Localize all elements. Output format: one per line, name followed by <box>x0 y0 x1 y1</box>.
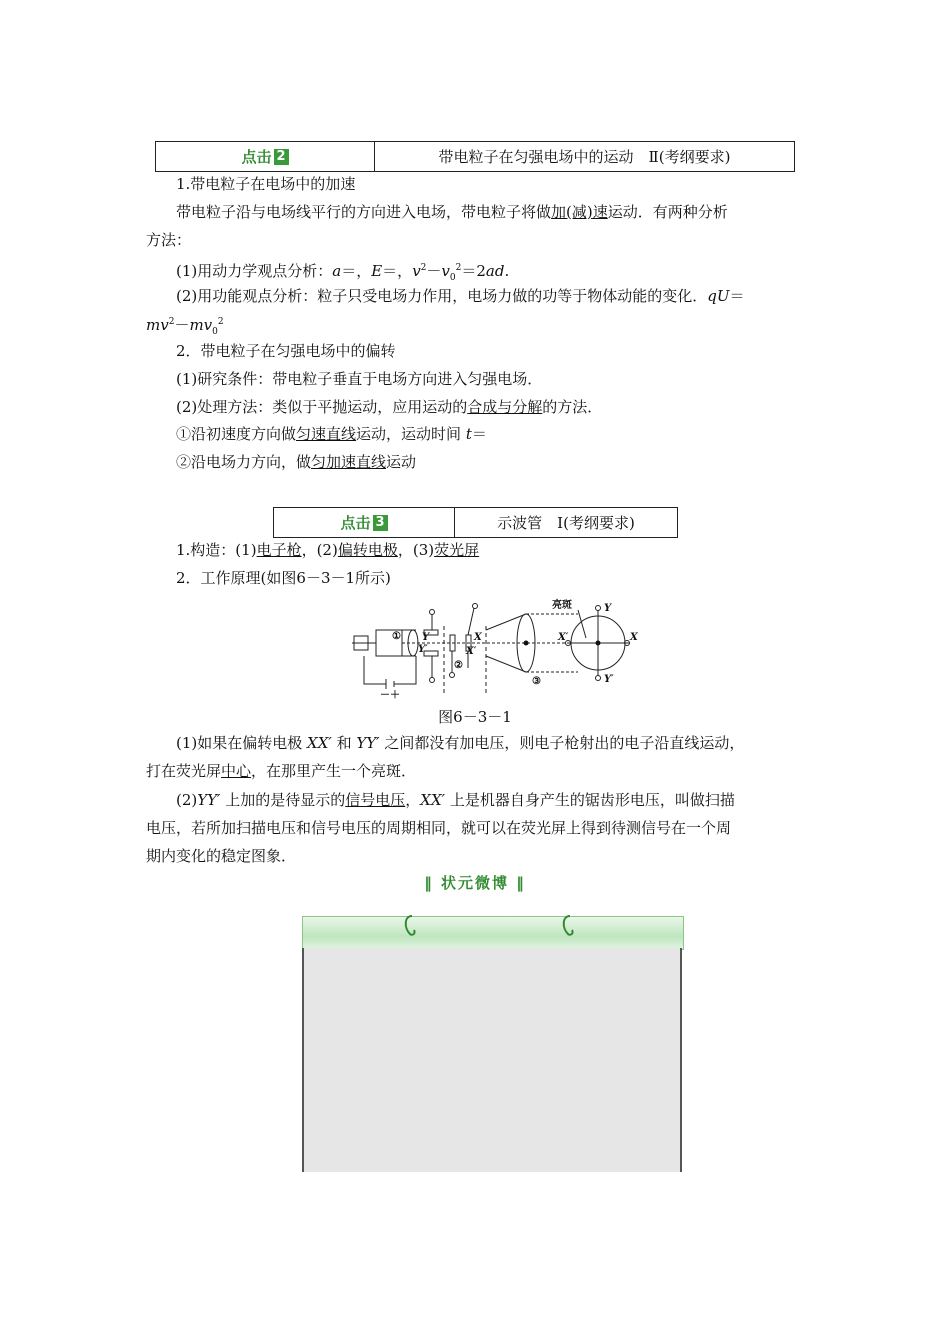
label-3: ③ <box>532 676 541 687</box>
click-badge: 点击 3 <box>340 512 387 533</box>
label-Yp-screen: Y′ <box>604 674 614 685</box>
label-2: ② <box>454 660 463 671</box>
label-minus: － <box>380 690 390 700</box>
section-header-2 <box>155 141 795 172</box>
note-board-panel <box>302 948 682 1172</box>
label-Xp-screen: X′ <box>558 632 569 643</box>
ring-icon <box>402 912 422 940</box>
label-Xp-plate: X′ <box>466 646 477 657</box>
label-1: ① <box>392 631 401 642</box>
field-force-line: ②沿电场力方向，做匀加速直线运动 <box>176 453 417 471</box>
section-badge-cell <box>156 142 375 171</box>
method-energy-cont: $mv^2-mv_0^2$ <box>146 316 224 337</box>
paragraph-acceleration: 带电粒子沿与电场线平行的方向进入电场，带电粒子将做加(减)速运动．有两种分析 <box>176 203 728 221</box>
oscilloscope-figure <box>346 598 646 700</box>
badge-number: 2 <box>274 149 289 165</box>
heading-acceleration: 1.带电粒子在电场中的加速 <box>176 175 356 193</box>
ring-icon <box>560 912 580 940</box>
badge-number: 3 <box>373 515 388 531</box>
principle-line: 2．工作原理(如图6－3－1所示) <box>176 569 391 587</box>
bright-spot-dot <box>524 641 529 646</box>
initial-velocity-line: ①沿初速度方向做匀速直线运动，运动时间 t＝ <box>176 425 487 443</box>
click-badge: 点击 2 <box>241 146 288 167</box>
label-X-screen: X <box>630 632 638 643</box>
label-plus: ＋ <box>390 690 400 700</box>
method-line: (2)处理方法：类似于平抛运动，应用运动的合成与分解的方法． <box>176 398 603 416</box>
heading-deflection: 2．带电粒子在匀强电场中的偏转 <box>176 342 396 360</box>
section-header-3 <box>273 507 678 538</box>
label-Y-plate: Y <box>422 632 430 643</box>
principle-paragraph-1-cont: 打在荧光屏中心，在那里产生一个亮斑． <box>146 762 417 780</box>
label-bright-spot: 亮斑 <box>552 600 572 611</box>
label-X-plate: X <box>474 632 482 643</box>
label-Y-screen: Y <box>604 603 612 614</box>
figure-caption: 图6－3－1 <box>438 708 512 726</box>
principle-paragraph-2-end: 期内变化的稳定图象． <box>146 847 297 865</box>
method-energy: (2)用功能观点分析：粒子只受电场力作用，电场力做的功等于物体动能的变化．qU＝ <box>176 287 745 305</box>
section-badge-cell <box>274 508 455 537</box>
section-title: 示波管 Ⅰ(考纲要求) <box>497 514 635 532</box>
note-board-header <box>302 916 684 950</box>
section-title: 带电粒子在匀强电场中的运动 Ⅱ(考纲要求) <box>438 148 731 166</box>
principle-paragraph-2: (2)YY′ 上加的是待显示的信号电压，XX′ 上是机器自身产生的锯齿形电压，叫做扫描 <box>176 791 735 809</box>
screen-center-dot <box>596 641 601 646</box>
condition-line: (1)研究条件：带电粒子垂直于电场方向进入匀强电场． <box>176 370 543 388</box>
principle-paragraph-1: (1)如果在偏转电极 XX′ 和 YY′ 之间都没有加电压，则电子枪射出的电子沿直线运动， <box>176 734 745 752</box>
structure-line: 1.构造：(1)电子枪，(2)偏转电极，(3)荧光屏 <box>176 541 480 559</box>
note-board <box>302 912 684 1174</box>
paragraph-acceleration-cont: 方法： <box>146 231 192 249</box>
principle-paragraph-2-cont: 电压，若所加扫描电压和信号电压的周期相同，就可以在荧光屏上得到待测信号在一个周 <box>146 819 732 837</box>
label-Yp-plate: Y′ <box>418 644 428 655</box>
weibo-heading: ‖ 状元微博 ‖ <box>424 874 526 892</box>
method-dynamics: (1)用动力学观点分析：a＝，E＝，$v^2-v_0^2=2ad$. <box>176 262 510 283</box>
